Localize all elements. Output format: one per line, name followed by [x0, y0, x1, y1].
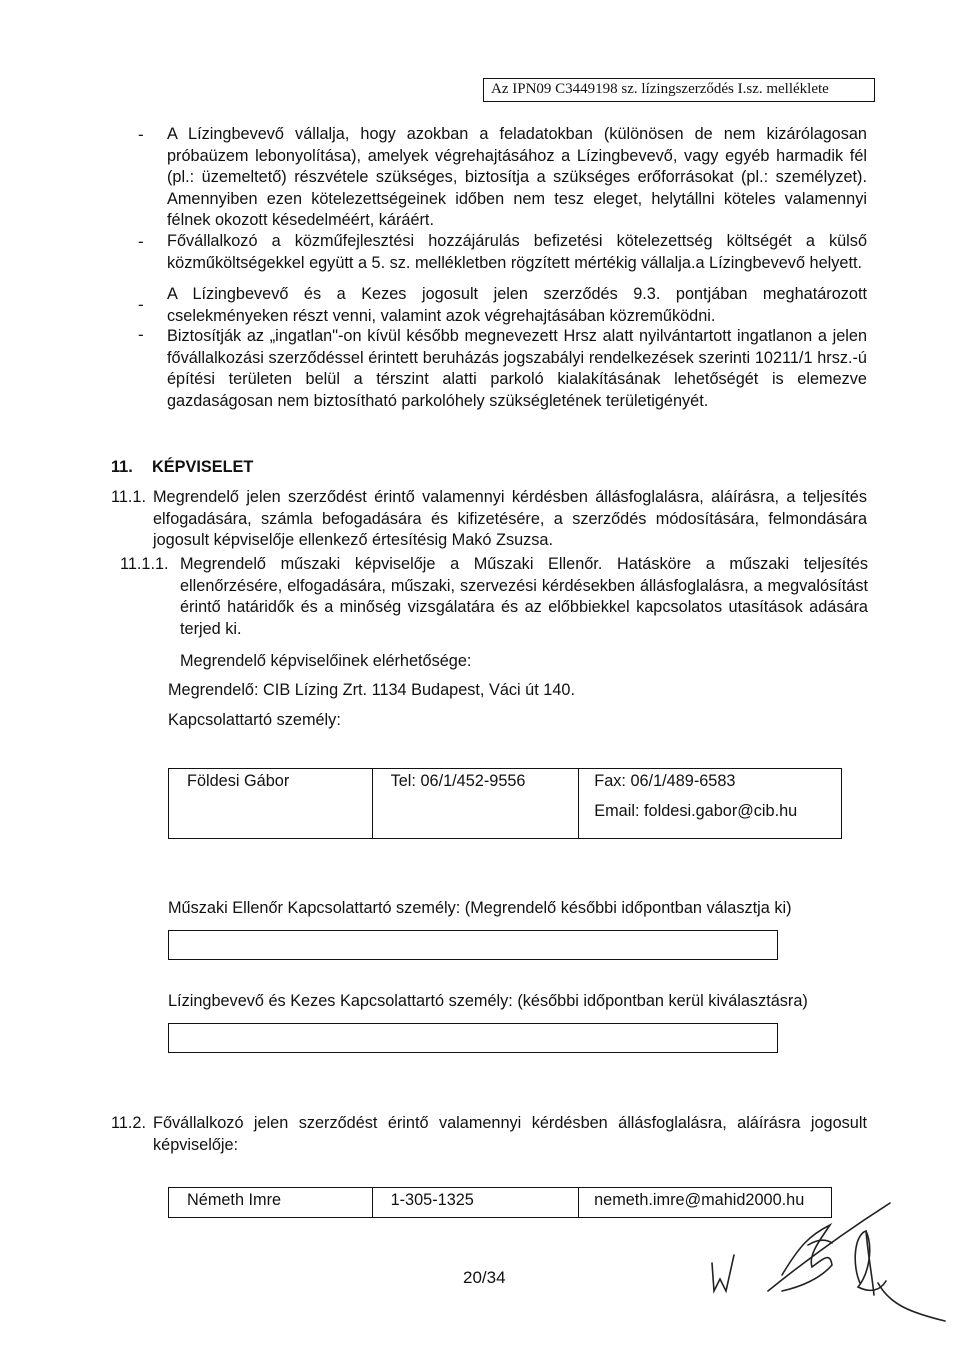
section-title: KÉPVISELET — [152, 458, 254, 476]
annex-label: Az IPN09 C3449198 sz. lízingszerződés I.sz. melléklete — [483, 78, 875, 102]
signature-initials — [690, 1195, 955, 1345]
address-line: Megrendelő: CIB Lízing Zrt. 1134 Budapest, Váci út 140. — [168, 681, 575, 699]
availability-label: Megrendelő képviselőinek elérhetősége: — [180, 652, 472, 670]
bullet-item: A Lízingbevevő és a Kezes jogosult jelen szerződés 9.3. pontjában meghatározott cselekményeken részt venni, valamint azok végrehajtásában közreműködni. — [167, 285, 867, 325]
contact-label: Kapcsolattartó személy: — [168, 711, 341, 729]
bullet-item: Fővállalkozó a közműfejlesztési hozzájárulás befizetési kötelezettség költségét a külső közműköltségekkel együtt a 5. sz. mellékletben rögzített mértékig vállalja.a Lízingbevevő helyett. — [167, 232, 867, 272]
bullet-marker: - — [138, 295, 144, 314]
lessee-contact-label: Lízingbevevő és Kezes Kapcsolattartó személy: (későbbi időpontban kerül kiválasztásra) — [168, 992, 808, 1010]
contact-email: nemeth.imre@mahid2000.hu — [579, 1188, 832, 1218]
clause-11-1-1-text: Megrendelő műszaki képviselője a Műszaki Ellenőr. Hatásköre a műszaki teljesítés ellenőrzésére, elfogadására, műszaki, szervezési kérdésekben állásfoglalásra, a megvalósítást érintő határidők és a minőség vizsgálatára és az előbbiekkel kapcsolatos utasítások adására terjed ki. — [180, 555, 868, 638]
clause-11-1-text: Megrendelő jelen szerződést érintő valamennyi kérdésben állásfoglalásra, aláírásra, a teljesítés elfogadására, számla befogadására és kifizetésére, a szerződés módosítására, felmondására jogosult képviselője ellenkező értesítésig Makó Zsuzsa. — [153, 488, 867, 549]
clause-11-2-text: Fővállalkozó jelen szerződést érintő valamennyi kérdésben állásfoglalásra, aláírásra jogosult képviselője: — [153, 1114, 867, 1154]
bullet-marker: - — [138, 125, 144, 144]
contact-name: Földesi Gábor — [169, 769, 373, 839]
table-row — [169, 769, 842, 839]
tech-contact-box — [168, 930, 778, 960]
bullet-item: Biztosítják az „ingatlan"-on kívül később megnevezett Hrsz alatt nyilvántartott ingatlanon a jelen fővállalkozási szerződéssel érintett beruházás jogszabályi rendelkezések szerinti 10211/1 hrsz.-ú építési területen belül a térszint alatti parkoló kialakításának lehetőségét is elemezve gazdaságosan nem biztosítható parkolóhely szükségletének területigényét. — [167, 327, 867, 410]
contact-phone: Tel: 06/1/452-9556 — [372, 769, 579, 839]
contact-table-customer — [168, 768, 842, 839]
contact-fax: Fax: 06/1/489-6583 — [594, 772, 736, 790]
contact-fax-email — [579, 769, 842, 839]
section-number: 11. — [111, 458, 133, 476]
contact-email: Email: foldesi.gabor@cib.hu — [594, 802, 798, 820]
contact-name: Németh Imre — [169, 1188, 373, 1218]
page-number: 20/34 — [463, 1268, 506, 1287]
contact-phone: 1-305-1325 — [372, 1188, 579, 1218]
lessee-contact-box — [168, 1023, 778, 1053]
clause-number: 11.1. — [111, 488, 147, 506]
clause-number: 11.2. — [111, 1114, 147, 1132]
clause-number: 11.1.1. — [120, 555, 169, 573]
bullet-marker: - — [138, 232, 144, 251]
bullet-marker: - — [138, 325, 144, 344]
bullet-item: A Lízingbevevő vállalja, hogy azokban a feladatokban (különösen de nem kizárólagosan próbaüzem lebonyolítása), amelyek végrehajtásához a Lízingbevevő, vagy egyéb harmadik fél (pl.: üzemeltető) részvétele szükséges, biztosítja a szükséges erőforrásokat (pl.: személyzet). Amennyiben ezen kötelezettségeinek időben nem tesz eleget, helytállni köteles valamennyi félnek okozott késedelméért, káráért. — [167, 125, 867, 229]
tech-contact-label: Műszaki Ellenőr Kapcsolattartó személy: (Megrendelő későbbi időpontban választja ki) — [168, 899, 792, 917]
